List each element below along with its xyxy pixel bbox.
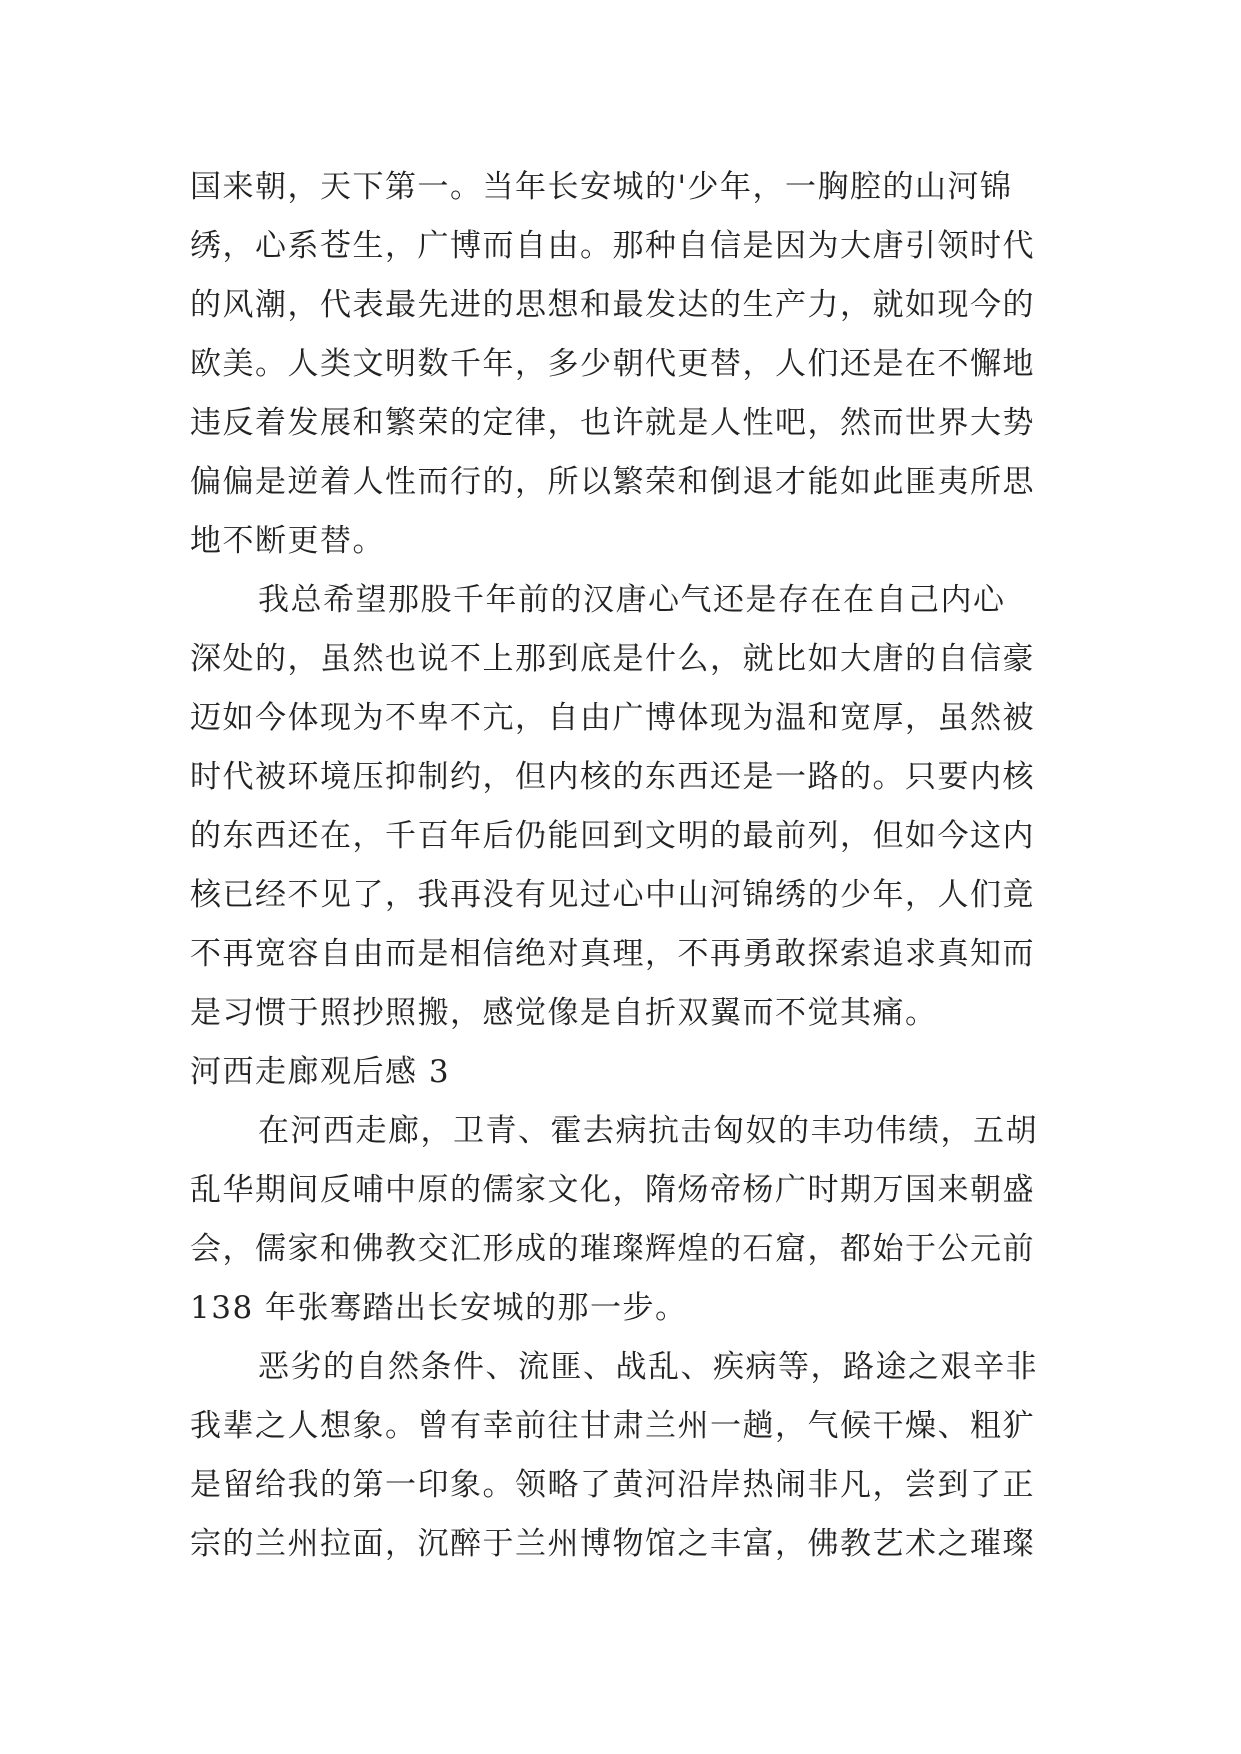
text-line: 的东西还在，千百年后仍能回到文明的最前列，但如今这内 bbox=[190, 818, 1035, 854]
text-line: 地不断更替。 bbox=[190, 523, 385, 559]
text-line: 绣，心系苍生，广博而自由。那种自信是因为大唐引领时代 bbox=[190, 228, 1035, 264]
text-line: 的风潮，代表最先进的思想和最发达的生产力，就如现今的 bbox=[190, 287, 1035, 323]
text-line: 欧美。人类文明数千年，多少朝代更替，人们还是在不懈地 bbox=[190, 346, 1035, 382]
text-line: 不再宽容自由而是相信绝对真理，不再勇敢探索追求真知而 bbox=[190, 936, 1035, 972]
text-line: 国来朝，天下第一。当年长安城的'少年，一胸腔的山河锦 bbox=[190, 169, 1013, 205]
text-line: 恶劣的自然条件、流匪、战乱、疾病等，路途之艰辛非 bbox=[258, 1349, 1038, 1385]
text-line: 138 年张骞踏出长安城的那一步。 bbox=[190, 1290, 688, 1326]
text-line: 我总希望那股千年前的汉唐心气还是存在在自己内心 bbox=[258, 582, 1006, 618]
text-line: 迈如今体现为不卑不亢，自由广博体现为温和宽厚，虽然被 bbox=[190, 700, 1035, 736]
text-line: 违反着发展和繁荣的定律，也许就是人性吧，然而世界大势 bbox=[190, 405, 1035, 441]
text-line: 是留给我的第一印象。领略了黄河沿岸热闹非凡，尝到了正 bbox=[190, 1467, 1035, 1503]
text-line: 河西走廊观后感 3 bbox=[190, 1054, 451, 1090]
text-line: 深处的，虽然也说不上那到底是什么，就比如大唐的自信豪 bbox=[190, 641, 1035, 677]
text-line: 宗的兰州拉面，沉醉于兰州博物馆之丰富，佛教艺术之璀璨 bbox=[190, 1526, 1035, 1562]
body-text bbox=[190, 158, 1070, 1574]
text-line: 时代被环境压抑制约，但内核的东西还是一路的。只要内核 bbox=[190, 759, 1035, 795]
text-line: 我辈之人想象。曾有幸前往甘肃兰州一趟，气候干燥、粗犷 bbox=[190, 1408, 1035, 1444]
text-line: 乱华期间反哺中原的儒家文化，隋炀帝杨广时期万国来朝盛 bbox=[190, 1172, 1035, 1208]
text-line: 在河西走廊，卫青、霍去病抗击匈奴的丰功伟绩，五胡 bbox=[258, 1113, 1038, 1149]
text-line: 会，儒家和佛教交汇形成的璀璨辉煌的石窟，都始于公元前 bbox=[190, 1231, 1035, 1267]
text-line: 偏偏是逆着人性而行的，所以繁荣和倒退才能如此匪夷所思 bbox=[190, 464, 1035, 500]
text-line: 核已经不见了，我再没有见过心中山河锦绣的少年，人们竟 bbox=[190, 877, 1035, 913]
text-line: 是习惯于照抄照搬，感觉像是自折双翼而不觉其痛。 bbox=[190, 995, 938, 1031]
